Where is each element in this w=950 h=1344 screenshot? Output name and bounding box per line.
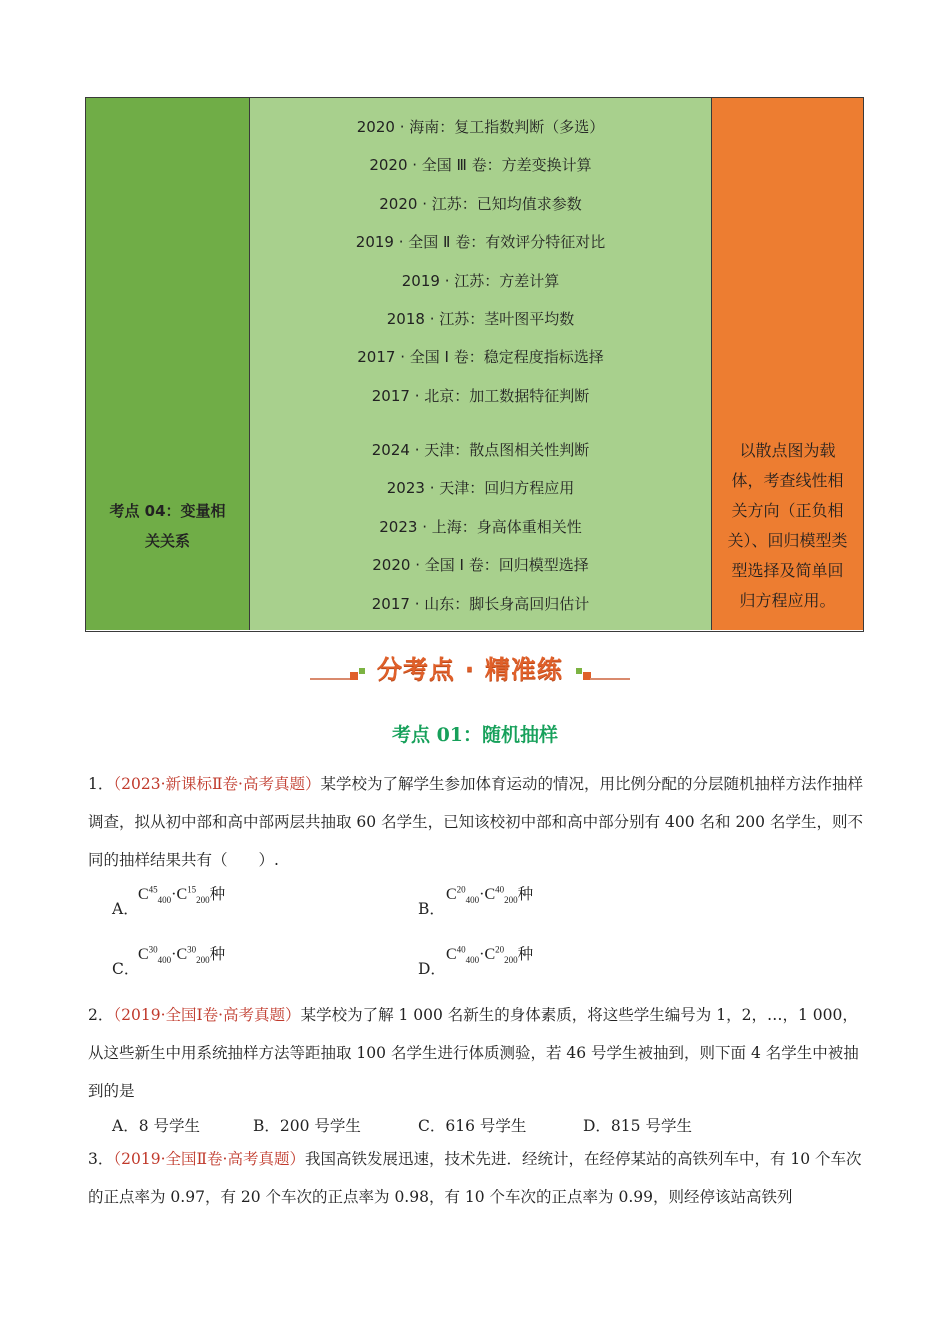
question-2 [88, 996, 868, 1110]
exam-item: 2020 · 海南：复工指数判断（多选） [356, 118, 605, 136]
banner-title: 分考点 · 精准练 [377, 655, 563, 684]
exam-item: 2017 · 山东：脚长身高回归估计 [371, 594, 590, 613]
question-3 [88, 1140, 868, 1216]
question-text: 某学校为了解 1 000 名新生的身体素质，将这些学生编号为 1，2，…，1 000，从这些新生中用系统抽样方法等距抽取 100 名学生进行体质测验，若 46 号学生被抽到，则下面 4 名学生中被抽到的是 [88, 1006, 859, 1100]
banner-right-small-square-icon [576, 668, 582, 674]
exam-item: 2023 · 上海：身高体重相关性 [379, 517, 582, 536]
exam-item: 2023 · 天津：回归方程应用 [386, 479, 575, 498]
exam-item: 2020 · 江苏：已知均值求参数 [379, 194, 582, 213]
option-letter: B． [418, 900, 445, 918]
exam-items-cell [250, 98, 712, 422]
question-text: 某学校为了解学生参加体育运动的情况，用比例分配的分层随机抽样方法作抽样调查，拟从初中部和高中部两层共抽取 60 名学生，已知该校初中部和高中部分别有 400 名和 200 名学生，则不同的抽样结果共有（ ）. [88, 775, 863, 869]
option-d[interactable] [418, 957, 446, 979]
option-b[interactable]: B．200 号学生 [253, 1117, 361, 1135]
table-row [86, 422, 863, 630]
question-text: 我国高铁发展迅速，技术先进．经统计，在经停某站的高铁列车中，有 10 个车次的正点率为 0.97，有 20 个车次的正点率为 0.98，有 10 个车次的正点率为 0.99，则经停该站高铁列 [88, 1150, 862, 1206]
question-source: （2019·全国Ⅱ卷·高考真题） [113, 1150, 305, 1168]
option-letter: A． [112, 900, 139, 918]
option-a[interactable] [112, 897, 139, 919]
section-heading: 考点 01：随机抽样 [391, 724, 559, 746]
option-a[interactable]: A．8 号学生 [112, 1117, 200, 1135]
exam-item: 2024 · 天津：散点图相关性判断 [371, 441, 590, 459]
topic-label-cell [86, 98, 250, 422]
banner-right-line [590, 678, 630, 680]
option-d-formula: $C^{40}_{400}\cdot C^{20}_{200}$种 [446, 944, 534, 966]
question-number: 3． [88, 1150, 114, 1168]
banner-left-square-icon [350, 672, 358, 680]
option-a-formula: $C^{45}_{400}\cdot C^{15}_{200}$种 [138, 884, 226, 906]
exam-item: 2019 · 全国 Ⅱ 卷：有效评分特征对比 [355, 233, 606, 252]
section-banner [310, 648, 630, 688]
topic-description-cell [712, 422, 863, 630]
option-c[interactable]: C．616 号学生 [418, 1117, 527, 1135]
exam-item: 2020 · 全国 Ⅰ 卷：回归模型选择 [372, 556, 589, 575]
exam-item: 2018 · 江苏：茎叶图平均数 [386, 309, 575, 328]
question-1 [88, 765, 868, 879]
question-number: 2． [88, 1006, 114, 1024]
option-letter: C． [112, 960, 140, 978]
banner-left-line [310, 678, 352, 680]
exam-item: 2017 · 全国 Ⅰ 卷：稳定程度指标选择 [357, 348, 604, 367]
topic-description-cell [712, 98, 863, 422]
exam-item: 2019 · 江苏：方差计算 [401, 271, 560, 290]
exam-item: 2017 · 北京：加工数据特征判断 [371, 386, 590, 405]
exam-items-cell [250, 422, 712, 630]
topic-label: 考点 04：变量相关关系 [109, 502, 226, 550]
option-b-formula: $C^{20}_{400}\cdot C^{40}_{200}$种 [446, 884, 534, 906]
exam-topic-table [85, 97, 864, 632]
option-c-formula: $C^{30}_{400}\cdot C^{30}_{200}$种 [138, 944, 226, 966]
option-d[interactable]: D．815 号学生 [583, 1117, 692, 1135]
question-source: （2023·新课标Ⅱ卷·高考真题） [113, 775, 321, 793]
option-c[interactable] [112, 957, 139, 979]
topic-description: 以散点图为载体，考查线性相关方向（正负相关）、回归模型类型选择及简单回归方程应用。 [727, 441, 848, 610]
banner-left-small-square-icon [359, 668, 365, 674]
question-source: （2019·全国Ⅰ卷·高考真题） [113, 1006, 301, 1024]
question-number: 1． [88, 775, 114, 793]
topic-label-cell [86, 422, 250, 630]
option-letter: D． [418, 960, 446, 978]
table-row [86, 98, 863, 423]
option-b[interactable] [418, 897, 445, 919]
exam-item: 2020 · 全国 Ⅲ 卷：方差变换计算 [369, 156, 592, 175]
